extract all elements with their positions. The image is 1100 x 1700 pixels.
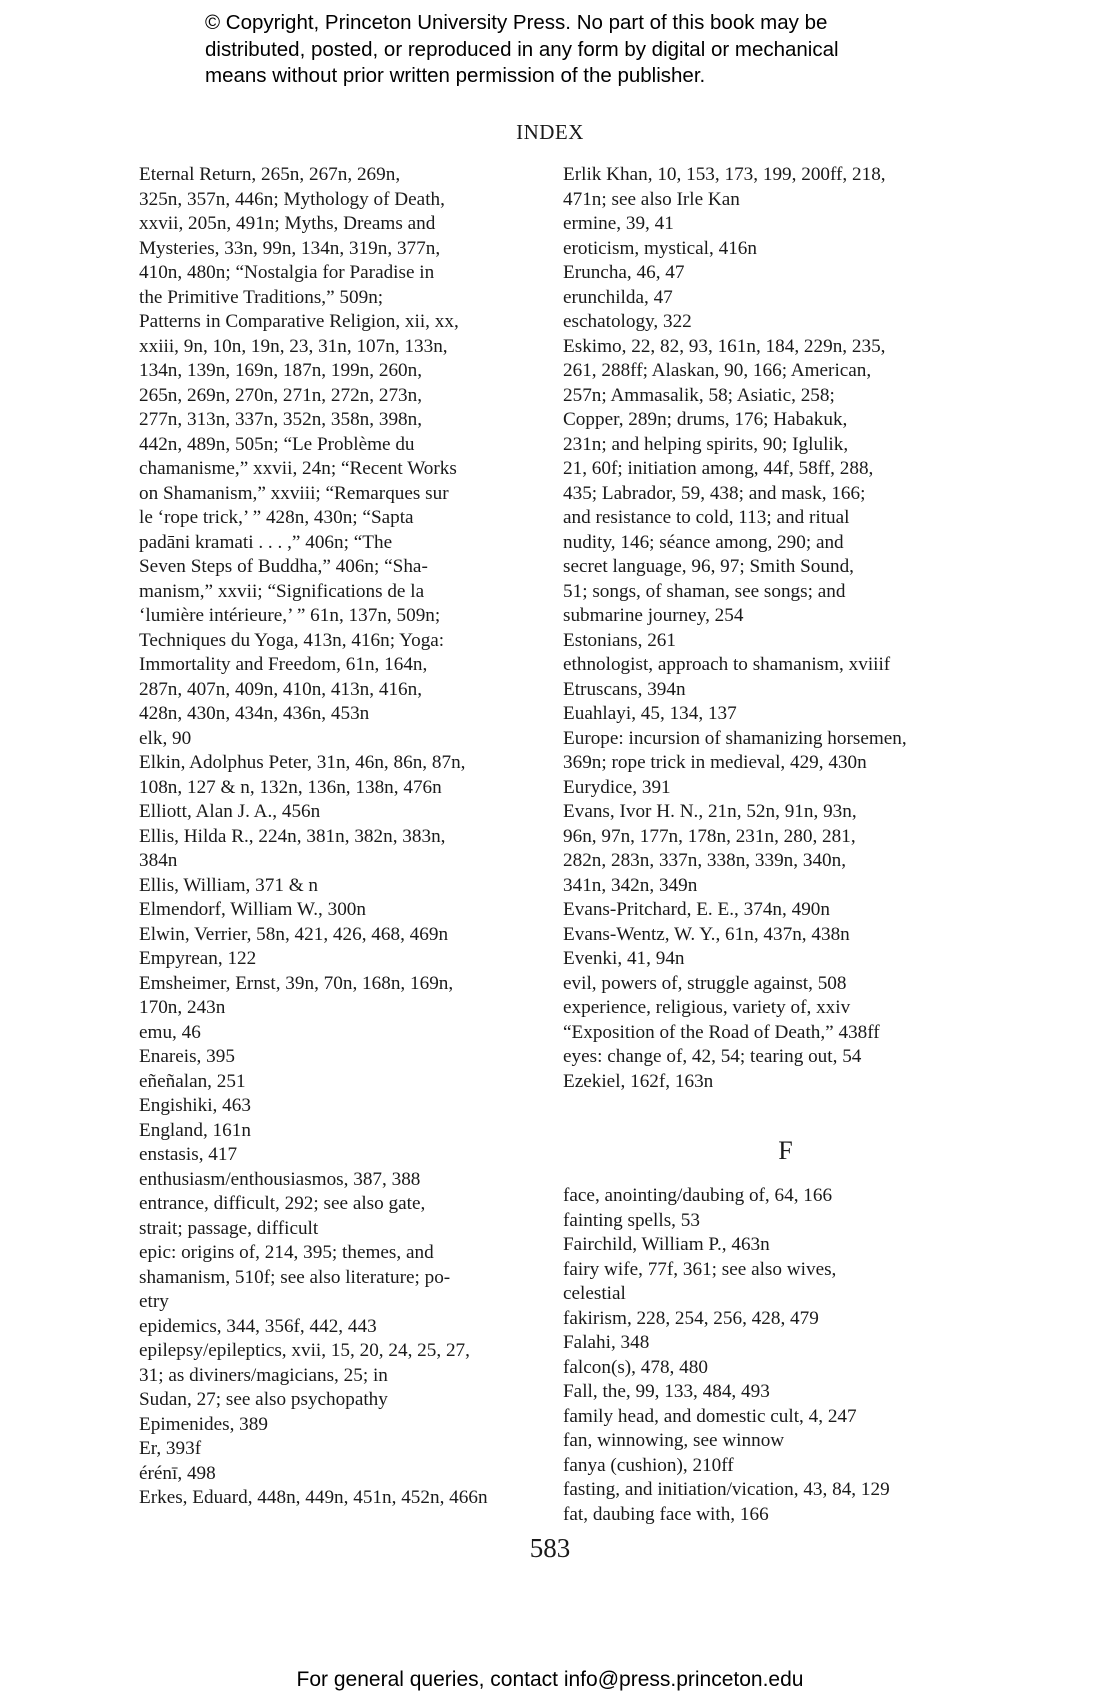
copyright-notice-line: distributed, posted, or reproduced in any form by digital or mechanical bbox=[205, 37, 839, 61]
index-entry: Euahlayi, 45, 134, 137 bbox=[563, 703, 737, 724]
index-entry: 384n bbox=[139, 850, 178, 871]
index-entry: and resistance to cold, 113; and ritual bbox=[563, 507, 850, 528]
section-spacer bbox=[563, 1094, 1008, 1136]
index-entry: Evans-Pritchard, E. E., 374n, 490n bbox=[563, 899, 830, 920]
index-entry: fat, daubing face with, 166 bbox=[563, 1503, 769, 1525]
index-entry: strait; passage, difficult bbox=[139, 1217, 319, 1239]
index-entry: Erkes, Eduard, 448n, 449n, 451n, 452n, 466n bbox=[139, 1487, 488, 1508]
index-entry: Etruscans, 394n bbox=[563, 678, 686, 700]
index-entry: Enareis, 395 bbox=[139, 1046, 235, 1067]
index-column-right bbox=[563, 163, 1008, 1527]
index-entry: Evenki, 41, 94n bbox=[563, 948, 685, 969]
index-entry: Elkin, Adolphus Peter, 31n, 46n, 86n, 87n, bbox=[139, 752, 466, 773]
index-entry: Elwin, Verrier, 58n, 421, 426, 468, 469n bbox=[139, 923, 449, 945]
index-entry: padāni kramati . . . ,” 406n; “The bbox=[139, 531, 393, 553]
index-entry: Eskimo, 22, 82, 93, 161n, 184, 229n, 235, bbox=[563, 335, 886, 357]
index-entry: Emsheimer, Ernst, 39n, 70n, 168n, 169n, bbox=[139, 972, 454, 994]
index-entry: 31; as diviners/magicians, 25; in bbox=[139, 1364, 388, 1386]
index-entry: the Primitive Traditions,” 509n; bbox=[139, 286, 384, 308]
index-entry: 442n, 489n, 505n; “Le Problème du bbox=[139, 433, 415, 455]
index-entry: 257n; Ammasalik, 58; Asiatic, 258; bbox=[563, 384, 835, 406]
index-entry: 96n, 97n, 177n, 178n, 231n, 280, 281, bbox=[563, 825, 856, 847]
index-entry: Eternal Return, 265n, 267n, 269n, bbox=[139, 164, 401, 185]
index-entry: 369n; rope trick in medieval, 429, 430n bbox=[563, 752, 867, 773]
index-entry: Seven Steps of Buddha,” 406n; “Sha- bbox=[139, 556, 428, 577]
page-heading: INDEX bbox=[516, 120, 584, 144]
index-entry: eyes: change of, 42, 54; tearing out, 54 bbox=[563, 1046, 862, 1067]
index-entry: 108n, 127 & n, 132n, 136n, 138n, 476n bbox=[139, 776, 442, 798]
index-entry: Mysteries, 33n, 99n, 134n, 319n, 377n, bbox=[139, 237, 441, 259]
index-entry: fakirism, 228, 254, 256, 428, 479 bbox=[563, 1307, 819, 1329]
index-entry: secret language, 96, 97; Smith Sound, bbox=[563, 556, 854, 577]
index-entry: xxvii, 205n, 491n; Myths, Dreams and bbox=[139, 213, 436, 234]
index-entry: ethnologist, approach to shamanism, xviiif bbox=[563, 654, 891, 675]
copyright-notice bbox=[205, 10, 965, 90]
index-entry: chamanisme,” xxvii, 24n; “Recent Works bbox=[139, 458, 457, 479]
index-entry: 231n; and helping spirits, 90; Iglulik, bbox=[563, 433, 849, 455]
index-entry: Techniques du Yoga, 413n, 416n; Yoga: bbox=[139, 629, 445, 651]
index-entry: Empyrean, 122 bbox=[139, 948, 257, 969]
index-entry: xxiii, 9n, 10n, 19n, 23, 31n, 107n, 133n, bbox=[139, 335, 448, 357]
index-entry: 410n, 480n; “Nostalgia for Paradise in bbox=[139, 262, 435, 283]
index-entry: fanya (cushion), 210ff bbox=[563, 1454, 734, 1476]
index-entry: 282n, 283n, 337n, 338n, 339n, 340n, bbox=[563, 850, 847, 871]
index-entry: 341n, 342n, 349n bbox=[563, 874, 698, 896]
index-entry: Ezekiel, 162f, 163n bbox=[563, 1070, 714, 1092]
index-entry: Fairchild, William P., 463n bbox=[563, 1234, 770, 1255]
index-entry: epidemics, 344, 356f, 442, 443 bbox=[139, 1315, 377, 1337]
index-entry: Er, 393f bbox=[139, 1438, 202, 1459]
page-number: 583 bbox=[529, 1533, 571, 1563]
index-entry: Patterns in Comparative Religion, xii, xx, bbox=[139, 311, 459, 332]
index-entry: 471n; see also Irle Kan bbox=[563, 188, 740, 210]
index-entry: Sudan, 27; see also psychopathy bbox=[139, 1389, 388, 1410]
index-entry: enthusiasm/enthousiasmos, 387, 388 bbox=[139, 1168, 421, 1190]
footer-contact: For general queries, contact info@press.princeton.edu bbox=[296, 1668, 804, 1691]
section-letter: F bbox=[778, 1136, 793, 1165]
index-entry: family head, and domestic cult, 4, 247 bbox=[563, 1405, 857, 1427]
copyright-notice-line: means without prior written permission of the publisher. bbox=[205, 64, 706, 87]
index-entry: shamanism, 510f; see also literature; po- bbox=[139, 1266, 451, 1288]
index-entry: etry bbox=[139, 1291, 169, 1312]
index-entry: eroticism, mystical, 416n bbox=[563, 237, 757, 259]
index-entry: fasting, and initiation/vication, 43, 84, 129 bbox=[563, 1479, 890, 1500]
index-entry: 261, 288ff; Alaskan, 90, 166; American, bbox=[563, 360, 872, 381]
index-entries-e bbox=[563, 163, 1008, 1094]
index-entry: ‘lumière intérieure,’ ” 61n, 137n, 509n; bbox=[139, 605, 441, 626]
index-entry: celestial bbox=[563, 1283, 626, 1304]
index-entry: le ‘rope trick,’ ” 428n, 430n; “Sapta bbox=[139, 507, 414, 528]
index-entry: 287n, 407n, 409n, 410n, 413n, 416n, bbox=[139, 678, 423, 700]
index-entry: 277n, 313n, 337n, 352n, 358n, 398n, bbox=[139, 409, 423, 430]
index-entry: experience, religious, variety of, xxiv bbox=[563, 997, 851, 1018]
index-entry: 170n, 243n bbox=[139, 997, 226, 1018]
index-entry: Ellis, William, 371 & n bbox=[139, 874, 319, 896]
index-entry: 435; Labrador, 59, 438; and mask, 166; bbox=[563, 482, 866, 504]
index-column-left bbox=[139, 163, 549, 1511]
index-entry: 428n, 430n, 434n, 436n, 453n bbox=[139, 703, 370, 724]
index-entry: Evans, Ivor H. N., 21n, 52n, 91n, 93n, bbox=[563, 801, 857, 822]
index-entry: Eurydice, 391 bbox=[563, 776, 671, 798]
index-entry: Engishiki, 463 bbox=[139, 1095, 251, 1116]
index-entry: fainting spells, 53 bbox=[563, 1209, 700, 1231]
index-entry: falcon(s), 478, 480 bbox=[563, 1356, 708, 1378]
index-entry: fan, winnowing, see winnow bbox=[563, 1430, 785, 1451]
index-entry: on Shamanism,” xxviii; “Remarques sur bbox=[139, 482, 449, 504]
index-entry: 325n, 357n, 446n; Mythology of Death, bbox=[139, 188, 445, 210]
index-entry: emu, 46 bbox=[139, 1021, 201, 1043]
index-entry: Ellis, Hilda R., 224n, 381n, 382n, 383n, bbox=[139, 825, 446, 847]
index-entry: England, 161n bbox=[139, 1119, 251, 1141]
index-entry: elk, 90 bbox=[139, 727, 192, 749]
index-entry: Fall, the, 99, 133, 484, 493 bbox=[563, 1381, 770, 1402]
index-entry: Estonians, 261 bbox=[563, 629, 676, 651]
index-entry: 265n, 269n, 270n, 271n, 272n, 273n, bbox=[139, 384, 423, 406]
index-entry: manism,” xxvii; “Significations de la bbox=[139, 580, 425, 602]
index-entry: érénī, 498 bbox=[139, 1462, 216, 1484]
index-entry: Immortality and Freedom, 61n, 164n, bbox=[139, 654, 428, 675]
index-entry: face, anointing/daubing of, 64, 166 bbox=[563, 1185, 833, 1206]
index-entries-f bbox=[563, 1184, 1008, 1527]
index-entry: fairy wife, 77f, 361; see also wives, bbox=[563, 1258, 837, 1280]
index-entry: 51; songs, of shaman, see songs; and bbox=[563, 580, 846, 602]
index-entry: Elmendorf, William W., 300n bbox=[139, 899, 366, 920]
index-entry: Erlik Khan, 10, 153, 173, 199, 200ff, 218, bbox=[563, 164, 886, 185]
index-entry: Copper, 289n; drums, 176; Habakuk, bbox=[563, 409, 848, 430]
index-entry: enstasis, 417 bbox=[139, 1144, 238, 1165]
index-entry: submarine journey, 254 bbox=[563, 605, 744, 626]
index-entry: ermine, 39, 41 bbox=[563, 213, 674, 234]
index-entry: evil, powers of, struggle against, 508 bbox=[563, 972, 847, 994]
index-entry: eñeñalan, 251 bbox=[139, 1070, 246, 1092]
index-entry: epic: origins of, 214, 395; themes, and bbox=[139, 1242, 434, 1263]
index-entry: epilepsy/epileptics, xvii, 15, 20, 24, 25, 27, bbox=[139, 1340, 470, 1361]
index-entry: Eruncha, 46, 47 bbox=[563, 262, 685, 283]
index-entry: “Exposition of the Road of Death,” 438ff bbox=[563, 1021, 880, 1043]
index-entry: nudity, 146; séance among, 290; and bbox=[563, 531, 844, 553]
index-entry: Falahi, 348 bbox=[563, 1332, 650, 1353]
index-entry: Europe: incursion of shamanizing horsemen, bbox=[563, 727, 907, 749]
index-entry: 21, 60f; initiation among, 44f, 58ff, 288, bbox=[563, 458, 874, 479]
index-entry: 134n, 139n, 169n, 187n, 199n, 260n, bbox=[139, 360, 423, 381]
index-entry: Evans-Wentz, W. Y., 61n, 437n, 438n bbox=[563, 923, 850, 945]
copyright-notice-line: © Copyright, Princeton University Press. No part of this book may be bbox=[205, 11, 828, 34]
index-entry: eschatology, 322 bbox=[563, 311, 692, 332]
index-entry: Epimenides, 389 bbox=[139, 1413, 268, 1435]
index-entry: erunchilda, 47 bbox=[563, 286, 673, 308]
index-entry: Elliott, Alan J. A., 456n bbox=[139, 801, 321, 822]
index-entry: entrance, difficult, 292; see also gate, bbox=[139, 1193, 426, 1214]
